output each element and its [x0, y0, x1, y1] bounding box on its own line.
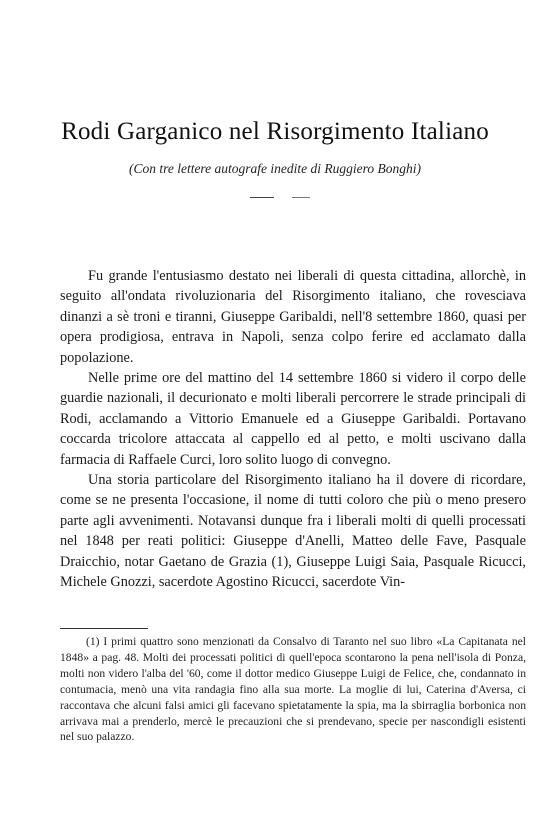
article-subtitle: (Con tre lettere autografe inedite di Ruggiero Bonghi) [128, 161, 422, 176]
article-body [60, 266, 526, 593]
footnote-text: (1) I primi quattro sono menzionati da Consalvo di Taranto nel suo libro «La Capitanata nel 1848» a pag. 48. Molti dei processati politici di quell'epoca scontarono la pena nell'isola di Ponza, molti non videro l'alba del '60, come il dottor medico Giuseppe Luigi de Felice, che, condannato in contumacia, menò una vita randagia fino alla sua morte. La moglie di lui, Caterina d'Aversa, ci raccontava che alcuni falsi amici gli facevano spietatamente la spia, ma la sbirraglia borbonica non arrivava mai a prenderlo, mercè le precauzioni che si prendevano, specie per nascondigli esistenti nel suo palazzo. [60, 635, 526, 744]
body-paragraph-1: Fu grande l'entusiasmo destato nei liberali di questa cittadina, allorchè, in seguito all'ondata rivoluzionaria del Risorgimento italiano, che rovesciava dinanzi a sè troni e tiranni, Giuseppe Garibaldi, nell'8 settembre 1860, quasi per opera prodigiosa, entrava in Napoli, senza colpo ferire ed acclamato dalla popolazione. [60, 268, 526, 366]
article-title: Rodi Garganico nel Risorgimento Italiano [61, 118, 489, 145]
body-paragraph-2: Nelle prime ore del mattino del 14 settembre 1860 si videro il corpo delle guardie nazionali, il decurionato e molti liberali percorrere le strade principali di Rodi, acclamando a Vittorio Emanuele ed a Giuseppe Garibaldi. Portavano coccarda tricolore attaccata al cappello ed al petto, e molti uscivano dalla farmacia di Raffaele Curci, loro solito luogo di convegno. [60, 370, 526, 468]
footnote-rule [60, 628, 148, 629]
title-divider-right [292, 197, 310, 198]
footnote [60, 634, 526, 745]
body-paragraph-3: Una storia particolare del Risorgimento italiano ha il dovere di ricordare, come se ne presenta l'occasione, il nome di tutti coloro che più o meno presero parte agli avvenimenti. Notavansi dunque fra i liberali molti di quelli processati nel 1848 per reati politici: Giuseppe d'Anelli, Matteo delle Fave, Pasquale Draicchio, notar Gaetano de Grazia (1), Giuseppe Luigi Saia, Pasquale Ricucci, Michele Gnozzi, sacerdote Agostino Ricucci, sacerdote Vin- [60, 472, 526, 591]
title-divider-left [250, 197, 274, 198]
